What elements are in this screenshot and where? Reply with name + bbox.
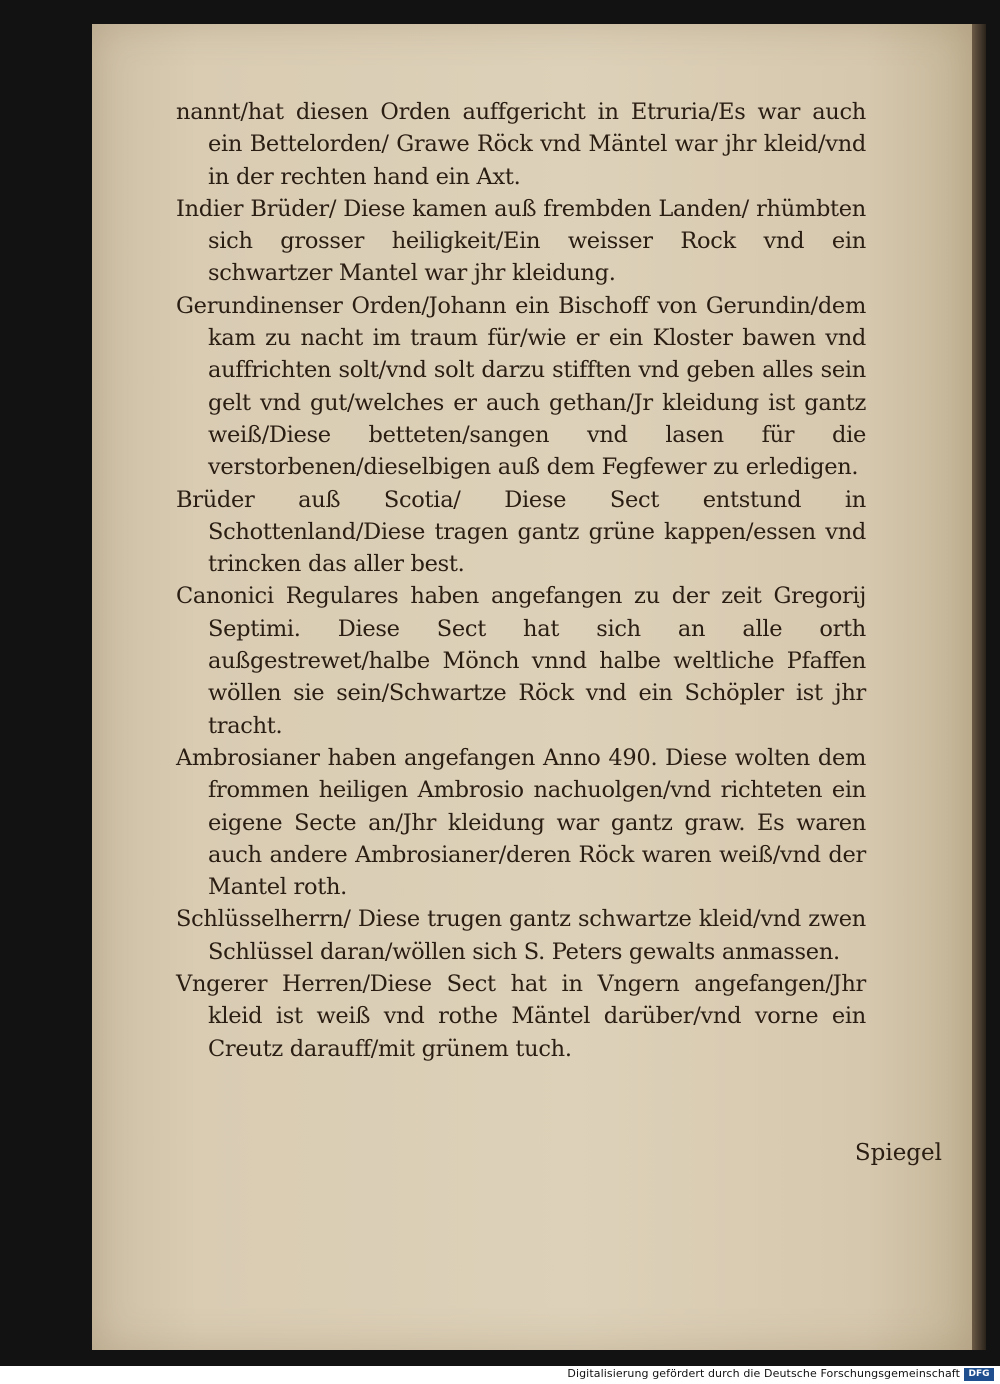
footer-credit: Digitalisierung gefördert durch die Deutsche Forschungsgemeinschaft: [567, 1367, 960, 1380]
entry-2: Indier Brüder/ Diese kamen auß frembden Landen/ rhümbten sich grosser heiligkeit/Ein weisser Rock vnd ein schwartzer Mantel war jhr kleidung.: [176, 195, 866, 287]
dfg-logo-icon: DFG: [964, 1368, 994, 1381]
page-edge-shadow: [972, 24, 986, 1350]
entry-1: nannt/hat diesen Orden auffgericht in Etruria/Es war auch ein Bettelorden/ Grawe Röck vnd Mäntel war jhr kleid/vnd in der rechten hand ein Axt.: [176, 99, 866, 190]
entry-5: Canonici Regulares haben angefangen zu der zeit Gregorij Septimi. Diese Sect hat sich an alle orth außgestrewet/halbe Mönch vnnd halbe weltliche Pfaffen wöllen sie sein/Schwartze Röck vnd ein Schöpler ist jhr tracht.: [176, 583, 866, 739]
entry-6: Ambrosianer haben angefangen Anno 490. Diese wolten dem frommen heiligen Ambrosio nachuolgen/vnd richteten ein eigene Secte an/Jhr kleidung war gantz graw. Es waren auch andere Ambrosianer/deren Röck waren weiß/vnd der Mantel roth.: [176, 744, 866, 901]
entry-3: Gerundinenser Orden/Johann ein Bischoff von Gerundin/dem kam zu nacht im traum für/wie er ein Kloster bawen vnd auffrichten solt/vnd solt darzu stifften vnd geben alles sein gelt vnd gut/welches er auch gethan/Jr kleidung ist gantz weiß/Diese betteten/sangen vnd lasen für die verstorbenen/dieselbigen auß dem Fegfewer zu erledigen.: [176, 292, 866, 481]
entry-7: Schlüsselherrn/ Diese trugen gantz schwartze kleid/vnd zwen Schlüssel daran/wöllen sich S. Peters gewalts anmassen.: [176, 906, 866, 965]
entry-4: Brüder auß Scotia/ Diese Sect entstund in Schottenland/Diese tragen gantz grüne kappen/essen vnd trincken das aller best.: [176, 486, 866, 578]
entry-8: Vngerer Herren/Diese Sect hat in Vngern angefangen/Jhr kleid ist weiß vnd rothe Mäntel darüber/vnd vorne ein Creutz darauff/mit grünem tuch.: [176, 971, 866, 1062]
catchword: Spiegel: [854, 1140, 942, 1166]
page-text-block: [176, 96, 866, 1065]
footer-bar: [0, 1366, 1000, 1384]
